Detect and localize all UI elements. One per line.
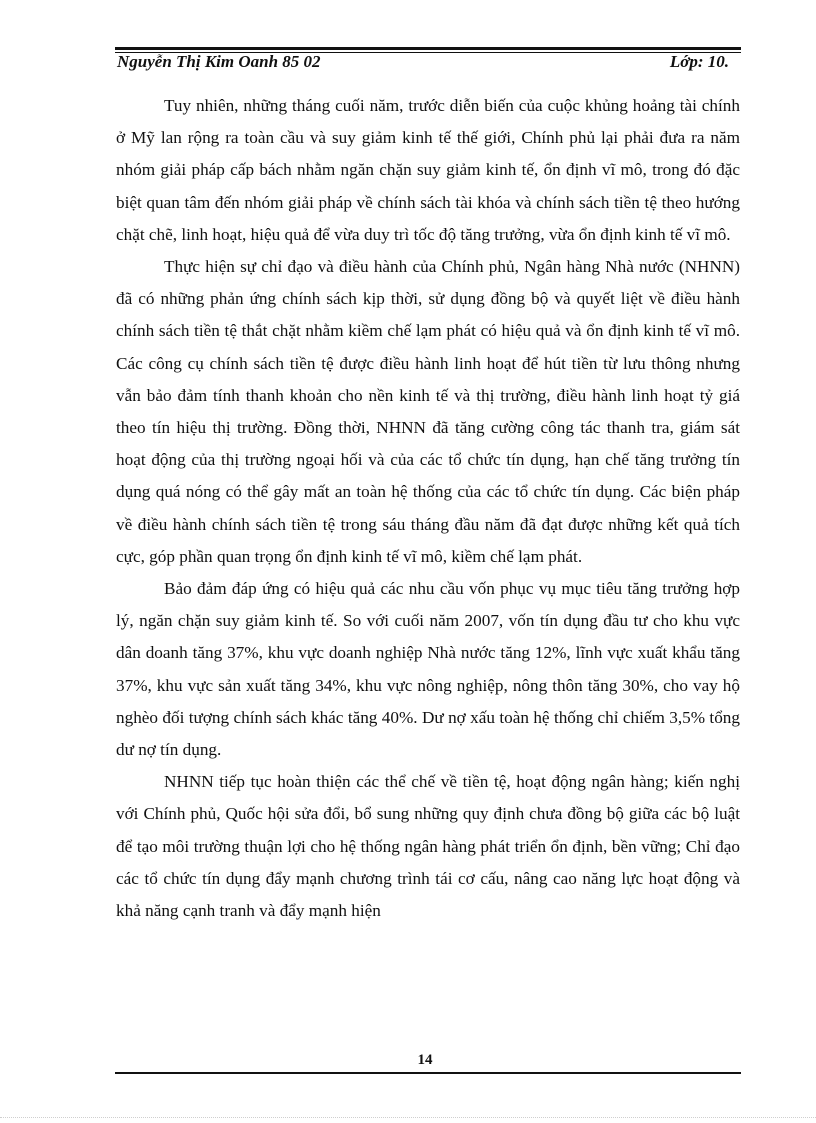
header-author: Nguyễn Thị Kim Oanh 85 02 [117, 52, 321, 71]
header-class: Lớp: 10. [669, 52, 729, 71]
footer-rule [115, 1072, 741, 1074]
paragraph-3: Bảo đảm đáp ứng có hiệu quả các nhu cầu vốn phục vụ mục tiêu tăng trưởng hợp lý, ngăn chặn suy giảm kinh tế. So với cuối năm 2007, vốn tín dụng đầu tư cho khu vực dân doanh tăng 37%, khu vực doanh nghiệp Nhà nước tăng 12%, lĩnh vực xuất khẩu tăng 37%, khu vực sản xuất tăng 34%, khu vực nông nghiệp, nông thôn tăng 30%, cho vay hộ nghèo đối tượng chính sách khác tăng 40%. Dư nợ xấu toàn hệ thống chỉ chiếm 3,5% tổng dư nợ tín dụng. [116, 579, 740, 760]
document-body [116, 90, 740, 927]
page-edge-divider [0, 1117, 816, 1118]
page-number: 14 [417, 1052, 433, 1068]
paragraph-1: Tuy nhiên, những tháng cuối năm, trước diễn biến của cuộc khủng hoảng tài chính ở Mỹ lan rộng ra toàn cầu và suy giảm kinh tế thế giới, Chính phủ lại phải đưa ra năm nhóm giải pháp cấp bách nhằm ngăn chặn suy giảm kinh tế, ổn định vĩ mô, trong đó đặc biệt quan tâm đến nhóm giải pháp về chính sách tài khóa và chính sách tiền tệ theo hướng chặt chẽ, linh hoạt, hiệu quả để vừa duy trì tốc độ tăng trưởng, vừa ổn định kinh tế vĩ mô. [116, 96, 740, 244]
paragraph-2: Thực hiện sự chỉ đạo và điều hành của Chính phủ, Ngân hàng Nhà nước (NHNN) đã có những phản ứng chính sách kịp thời, sử dụng đồng bộ và quyết liệt về điều hành chính sách tiền tệ thắt chặt nhằm kiềm chế lạm phát có hiệu quả và ổn định kinh tế vĩ mô. Các công cụ chính sách tiền tệ được điều hành linh hoạt để hút tiền từ lưu thông nhưng vẫn bảo đảm tính thanh khoản cho nền kinh tế và thị trường, điều hành linh hoạt tỷ giá theo tín hiệu thị trường. Đồng thời, NHNN đã tăng cường công tác thanh tra, giám sát hoạt động của thị trường ngoại hối và của các tổ chức tín dụng, hạn chế tăng trưởng tín dụng quá nóng có thể gây mất an toàn hệ thống của các tổ chức tín dụng. Các biện pháp về điều hành chính sách tiền tệ trong sáu tháng đầu năm đã đạt được những kết quả tích cực, góp phần quan trọng ổn định kinh tế vĩ mô, kiềm chế lạm phát. [116, 257, 740, 566]
page-header [117, 52, 737, 94]
paragraph-4: NHNN tiếp tục hoàn thiện các thể chế về tiền tệ, hoạt động ngân hàng; kiến nghị với Chính phủ, Quốc hội sửa đổi, bổ sung những quy định chưa đồng bộ giữa các bộ luật để tạo môi trường thuận lợi cho hệ thống ngân hàng phát triển ổn định, bền vững; Chỉ đạo các tổ chức tín dụng đẩy mạnh chương trình tái cơ cấu, nâng cao năng lực hoạt động và khả năng cạnh tranh và đẩy mạnh hiện [116, 772, 740, 921]
